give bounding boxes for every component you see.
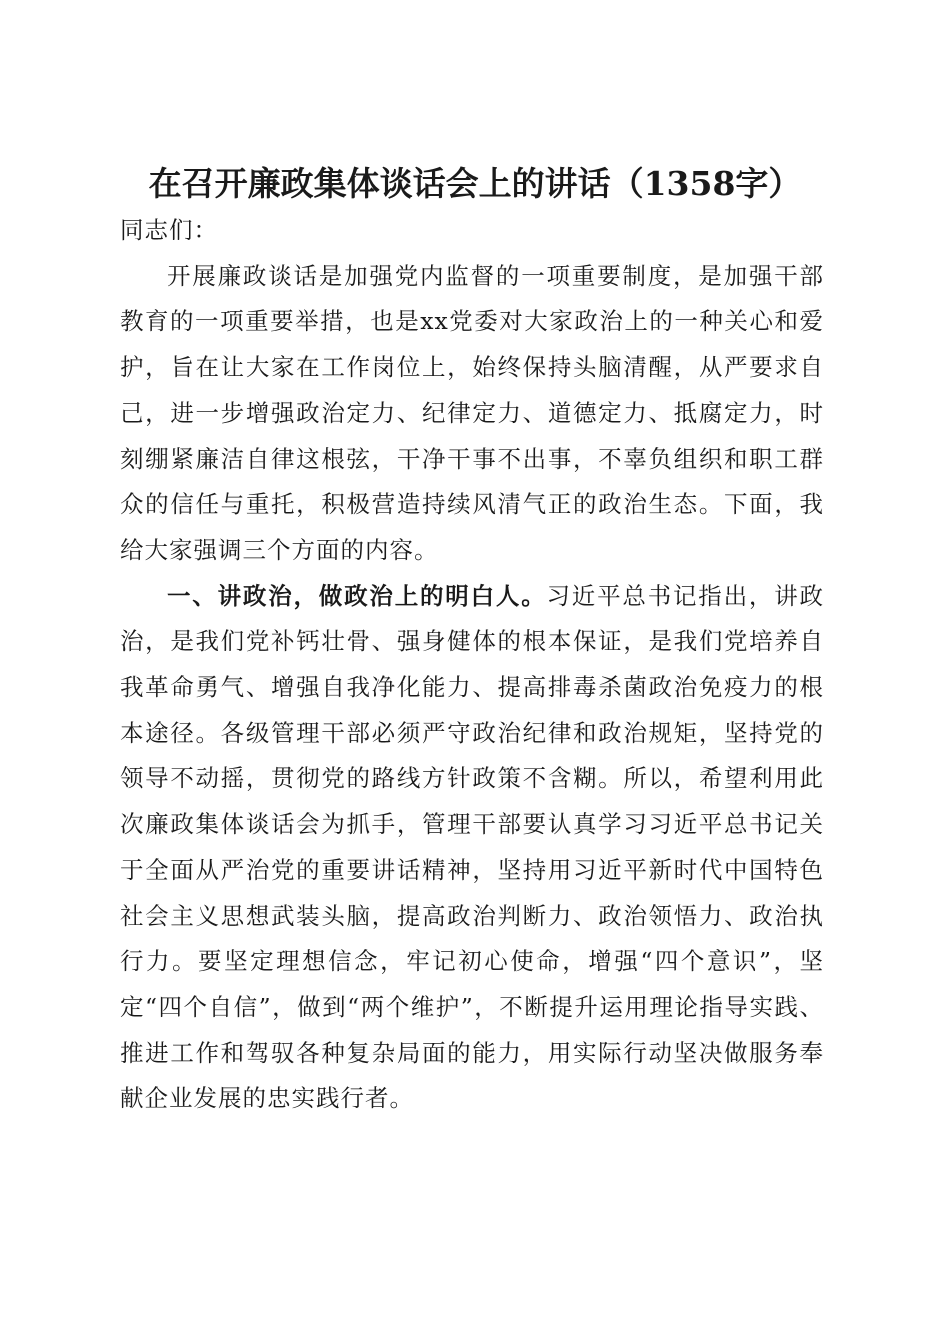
paragraph-section-1 <box>120 574 824 1122</box>
paragraph-text: 开展廉政谈话是加强党内监督的一项重要制度，是加强干部教育的一项重要举措，也是xx党委对大家政治上的一种关心和爱护，旨在让大家在工作岗位上，始终保持头脑清醒，从严要求自己，进一步增强政治定力、纪律定力、道德定力、抵腐定力，时刻绷紧廉洁自律这根弦，干净干事不出事，不辜负组织和职工群众的信任与重托，积极营造持续风清气正的政治生态。下面，我给大家强调三个方面的内容。 <box>120 261 824 564</box>
document-body <box>120 208 824 1122</box>
paragraph-intro <box>120 254 824 574</box>
section-heading: 一、讲政治，做政治上的明白人。 <box>167 581 547 610</box>
paragraph-text: 习近平总书记指出，讲政治，是我们党补钙壮骨、强身健体的根本保证，是我们党培养自我革命勇气、增强自我净化能力、提高排毒杀菌政治免疫力的根本途径。各级管理干部必须严守政治纪律和政治规矩，坚持党的领导不动摇，贯彻党的路线方针政策不含糊。所以，希望利用此次廉政集体谈话会为抓手，管理干部要认真学习习近平总书记关于全面从严治党的重要讲话精神，坚持用习近平新时代中国特色社会主义思想武装头脑，提高政治判断力、政治领悟力、政治执行力。要坚定理想信念，牢记初心使命，增强“四个意识”，坚定“四个自信”，做到“两个维护”，不断提升运用理论指导实践、推进工作和驾驭各种复杂局面的能力，用实际行动坚决做服务奉献企业发展的忠实践行者。 <box>120 581 824 1113</box>
salutation: 同志们： <box>120 216 218 244</box>
document-title: 在召开廉政集体谈话会上的讲话（1358字） <box>148 164 802 204</box>
